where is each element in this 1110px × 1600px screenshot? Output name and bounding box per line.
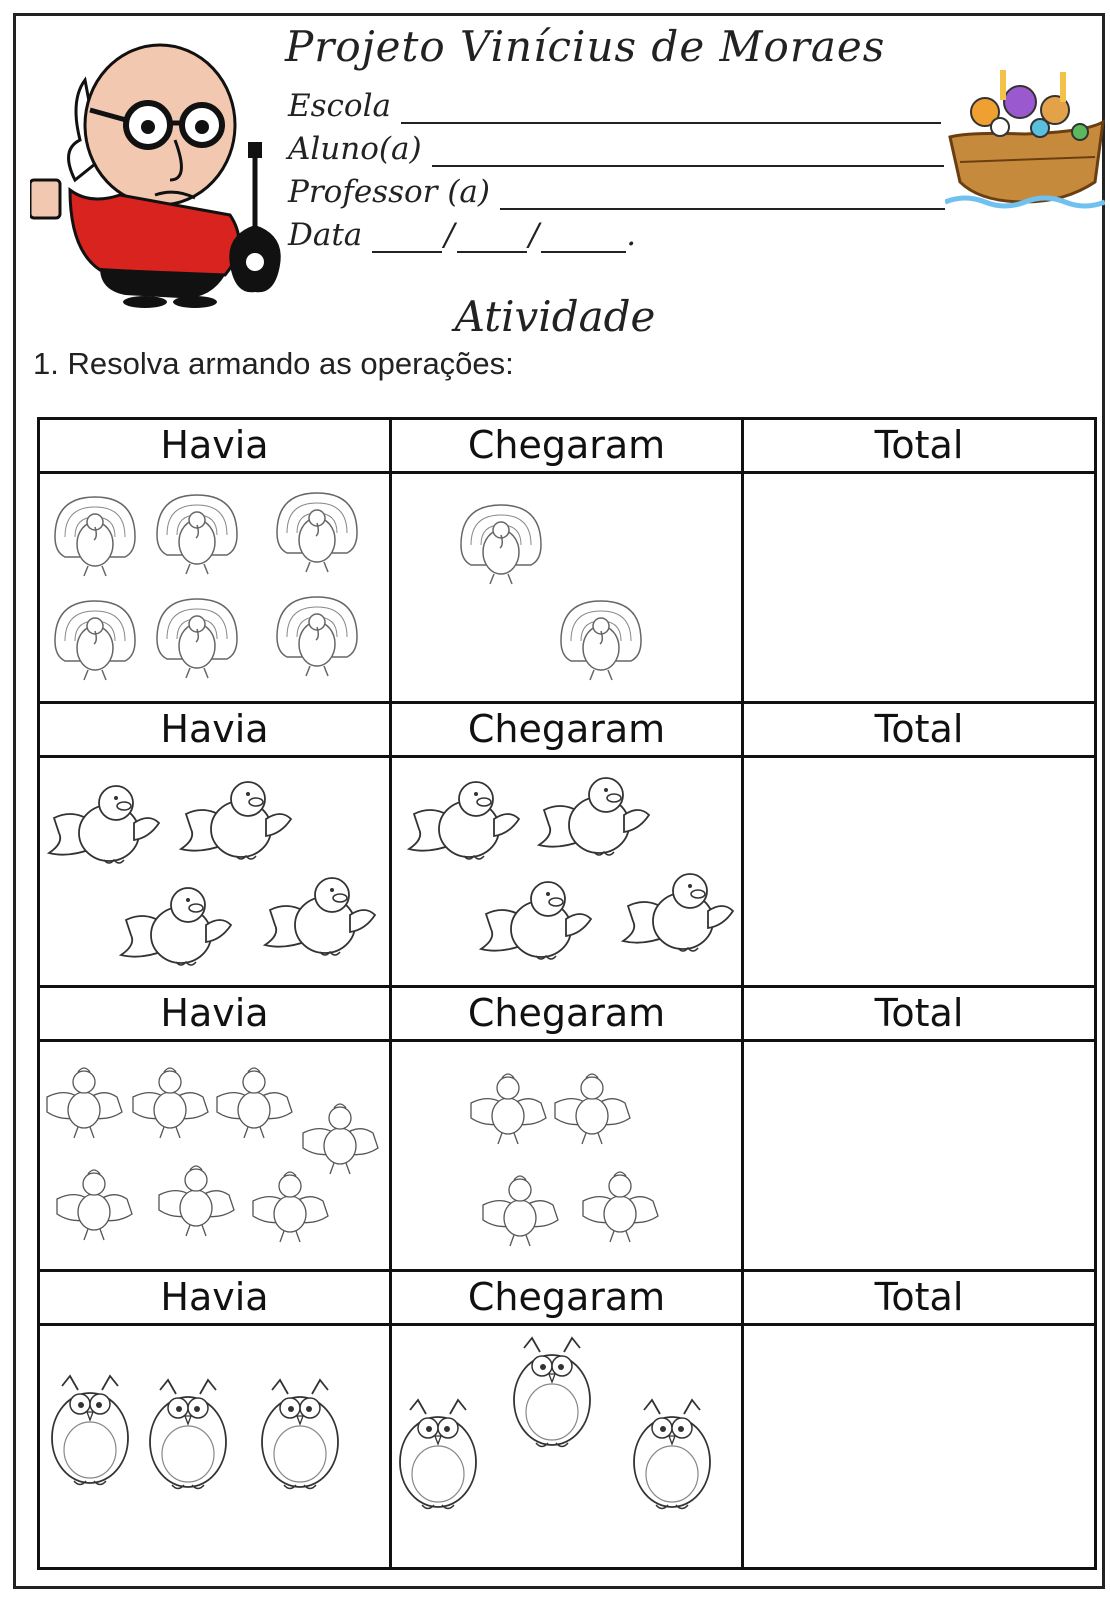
teacher-label: Professor (a) <box>288 174 490 210</box>
chicken-icon <box>478 1170 563 1250</box>
owl-icon <box>398 1392 480 1517</box>
bird-icon <box>404 774 524 869</box>
havia-cell <box>40 474 392 701</box>
total-cell[interactable] <box>744 1326 1094 1567</box>
owl-icon <box>632 1392 714 1517</box>
chegaram-cell <box>392 1042 744 1269</box>
turkey-icon <box>50 596 140 686</box>
column-header-chegaram: Chegaram <box>392 420 744 471</box>
school-field <box>288 88 941 124</box>
date-year-blank[interactable] <box>541 225 626 253</box>
chicken-icon <box>248 1166 333 1246</box>
column-header-chegaram: Chegaram <box>392 704 744 755</box>
chicken-icon <box>42 1062 127 1142</box>
date-field <box>288 217 636 253</box>
activity-title: Atividade <box>454 292 656 341</box>
owl-icon <box>512 1330 594 1455</box>
column-header-havia: Havia <box>40 988 392 1039</box>
bird-icon <box>44 778 164 873</box>
student-input-line[interactable] <box>432 139 944 167</box>
owl-icon <box>260 1372 342 1497</box>
school-label: Escola <box>288 88 391 124</box>
turkey-icon <box>50 492 140 582</box>
column-header-havia: Havia <box>40 420 392 471</box>
bird-icon <box>116 880 236 975</box>
table-row <box>40 1326 1094 1567</box>
bird-icon <box>260 870 380 965</box>
chicken-icon <box>128 1062 213 1142</box>
owl-icon <box>148 1372 230 1497</box>
chicken-icon <box>578 1166 663 1246</box>
turkey-icon <box>152 594 242 684</box>
teacher-field <box>288 174 945 210</box>
turkey-icon <box>456 500 546 590</box>
table-header-row <box>40 988 1094 1042</box>
column-header-total: Total <box>874 1275 964 1319</box>
havia-cell <box>40 758 392 985</box>
noahs-ark-icon <box>945 62 1105 222</box>
chicken-icon <box>550 1068 635 1148</box>
bird-icon <box>176 774 296 869</box>
chicken-icon <box>466 1068 551 1148</box>
total-cell[interactable] <box>744 758 1094 985</box>
column-header-havia: Havia <box>40 1272 392 1323</box>
date-end: . <box>626 217 637 253</box>
havia-cell <box>40 1326 392 1567</box>
turkey-icon <box>556 596 646 686</box>
table-row <box>40 474 1094 704</box>
teacher-input-line[interactable] <box>500 182 945 210</box>
turkey-icon <box>272 488 362 578</box>
bird-icon <box>476 874 596 969</box>
date-day-blank[interactable] <box>372 225 442 253</box>
turkey-icon <box>152 490 242 580</box>
exercise-table <box>37 417 1097 1570</box>
table-header-row <box>40 420 1094 474</box>
school-input-line[interactable] <box>401 96 941 124</box>
column-header-havia: Havia <box>40 704 392 755</box>
havia-cell <box>40 1042 392 1269</box>
table-row <box>40 1042 1094 1272</box>
chicken-icon <box>154 1160 239 1240</box>
chegaram-cell <box>392 1326 744 1567</box>
turkey-icon <box>272 592 362 682</box>
chicken-icon <box>52 1164 137 1244</box>
date-separator: / <box>528 217 540 253</box>
student-label: Aluno(a) <box>288 131 422 167</box>
chicken-icon <box>212 1062 297 1142</box>
bird-icon <box>618 866 738 961</box>
date-label: Data <box>288 217 363 253</box>
total-cell[interactable] <box>744 1042 1094 1269</box>
column-header-total: Total <box>874 423 964 467</box>
table-header-row <box>40 704 1094 758</box>
student-field <box>288 131 944 167</box>
project-title: Projeto Vinícius de Moraes <box>285 22 886 71</box>
column-header-total: Total <box>874 707 964 751</box>
column-header-total: Total <box>874 991 964 1035</box>
column-header-chegaram: Chegaram <box>392 1272 744 1323</box>
activity-instruction: 1. Resolva armando as operações: <box>33 346 514 381</box>
table-row <box>40 758 1094 988</box>
chegaram-cell <box>392 474 744 701</box>
vinicius-caricature-icon <box>30 30 290 310</box>
date-month-blank[interactable] <box>457 225 527 253</box>
date-separator: / <box>444 217 455 253</box>
chegaram-cell <box>392 758 744 985</box>
column-header-chegaram: Chegaram <box>392 988 744 1039</box>
bird-icon <box>534 770 654 865</box>
total-cell[interactable] <box>744 474 1094 701</box>
owl-icon <box>50 1368 132 1493</box>
table-header-row <box>40 1272 1094 1326</box>
